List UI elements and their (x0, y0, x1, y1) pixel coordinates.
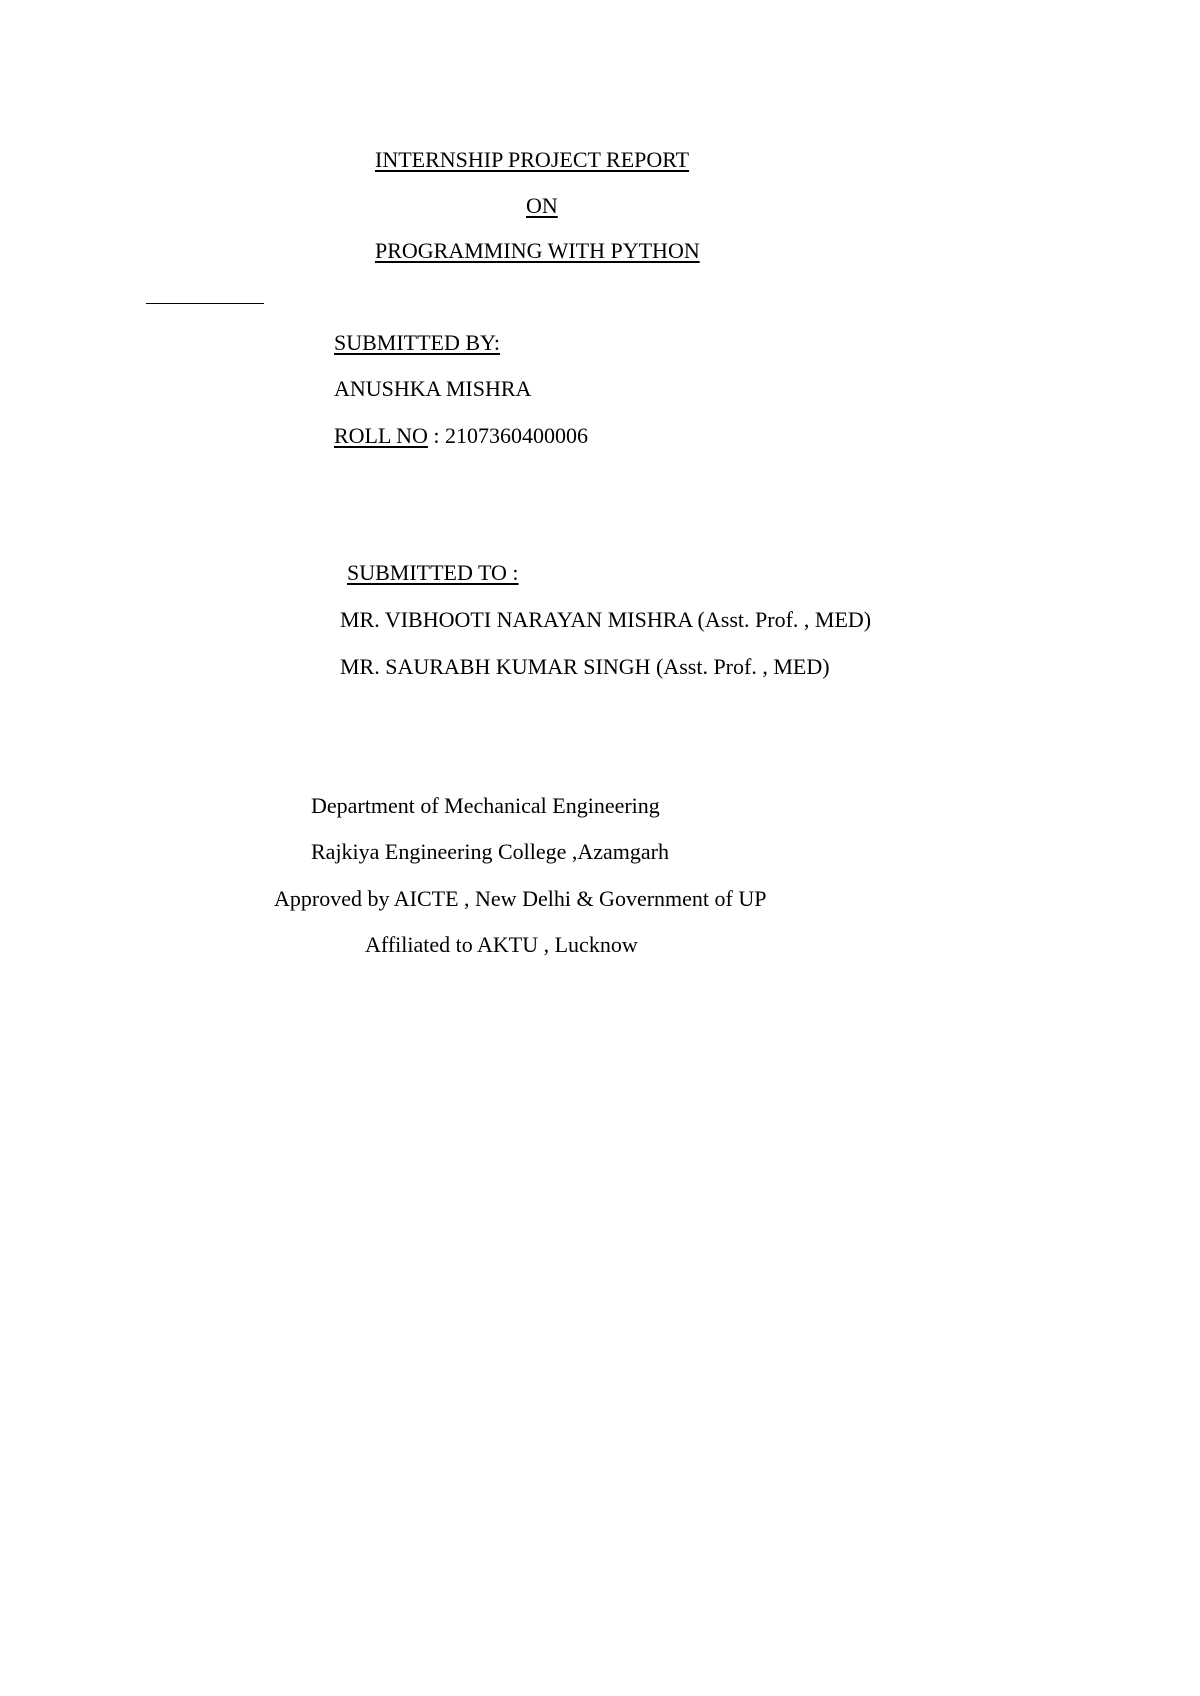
department-name: Department of Mechanical Engineering (311, 793, 660, 818)
roll-number-value: : 2107360400006 (427, 423, 589, 448)
approval-line: Approved by AICTE , New Delhi & Government of UP (274, 886, 767, 911)
horizontal-rule (146, 303, 264, 304)
submitted-by-heading: SUBMITTED BY: (334, 330, 501, 355)
report-title-on: ON (526, 193, 558, 218)
report-title: INTERNSHIP PROJECT REPORT (375, 147, 690, 172)
report-subject: PROGRAMMING WITH PYTHON (375, 238, 700, 263)
roll-number-label: ROLL NO (334, 423, 428, 448)
roll-number (334, 423, 588, 449)
student-name: ANUSHKA MISHRA (334, 376, 532, 401)
submitted-to-heading: SUBMITTED TO : (347, 560, 519, 585)
supervisor-2: MR. SAURABH KUMAR SINGH (Asst. Prof. , MED) (340, 654, 830, 679)
affiliation-line: Affiliated to AKTU , Lucknow (365, 932, 638, 957)
college-name: Rajkiya Engineering College ,Azamgarh (311, 839, 669, 864)
supervisor-1: MR. VIBHOOTI NARAYAN MISHRA (Asst. Prof. , MED) (340, 607, 872, 632)
